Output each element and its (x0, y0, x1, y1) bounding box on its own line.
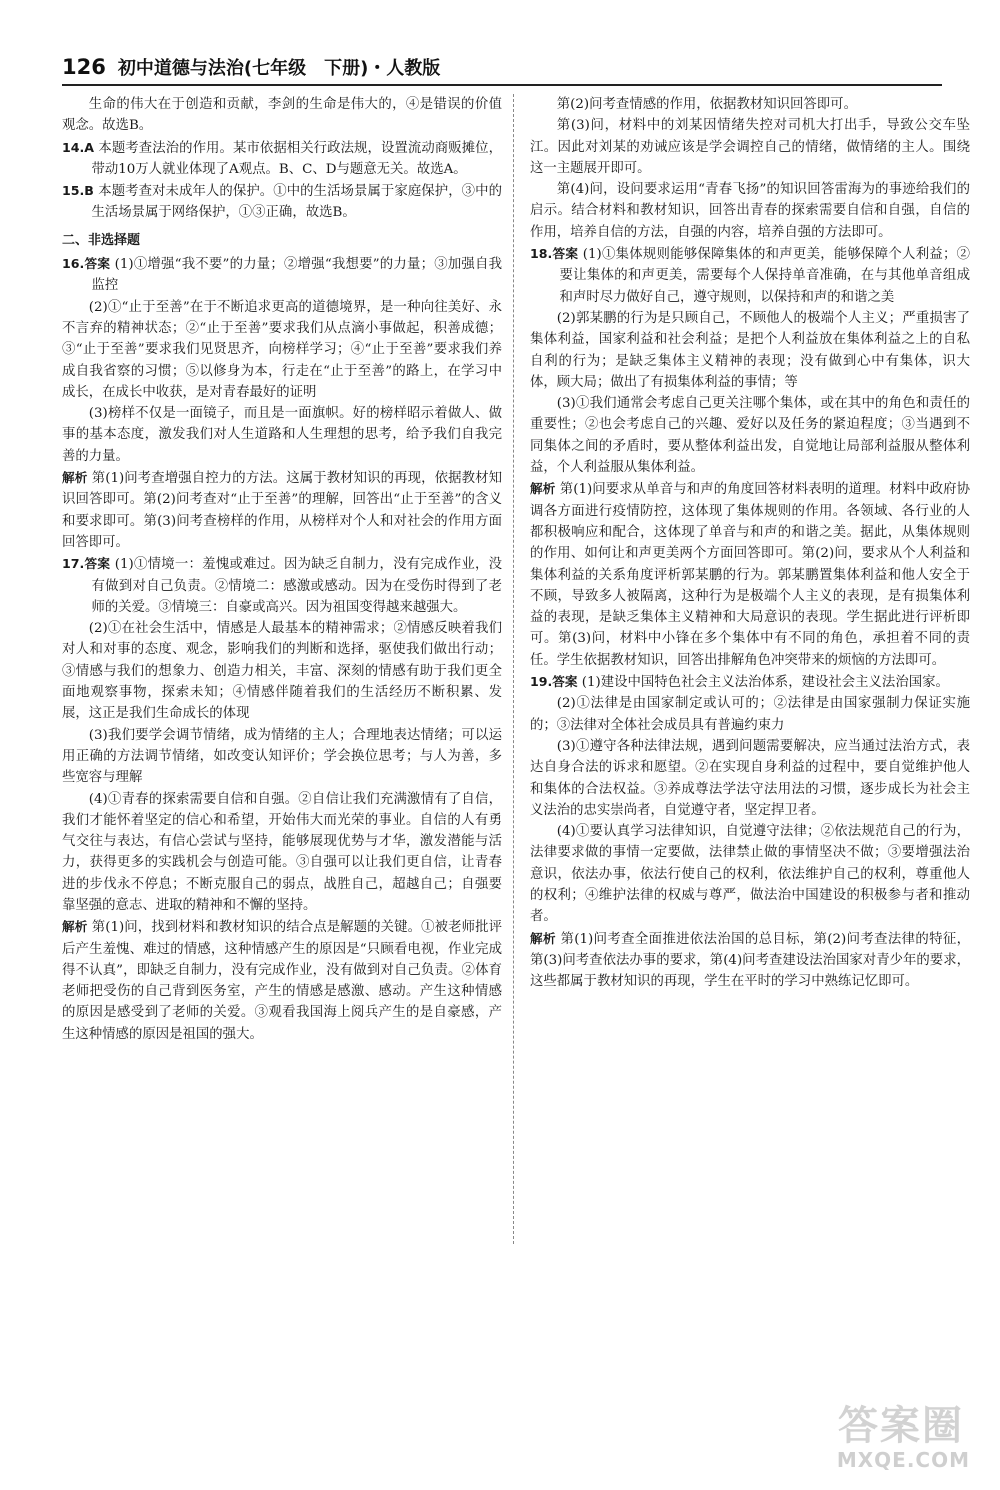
left-column (62, 94, 502, 1045)
q18-answer (530, 243, 970, 308)
page-header (62, 54, 440, 88)
q18-part3: (3)①我们通常会考虑自己更关注哪个集体，或在其中的角色和责任的重要性；②也会考虑自己的兴趣、爱好以及任务的紧迫程度；③当遇到不同集体之间的矛盾时，要从整体利益出发，自觉地让局部利益服从整体利益，个人利益服从集体利益。 (530, 396, 970, 476)
site-watermark (792, 1394, 970, 1472)
q17-analysis-text: 第(1)问，找到材料和教材知识的结合点是解题的关键。①被老师批评后产生羞愧、难过的情感，这种情感产生的原因是“只顾看电视，作业完成得不认真”，即缺乏自制力，没有完成作业，没有做到对自己负责。②体育老师把受伤的自己背到医务室，产生的情感是感激、感动。产生这种情感的原因是感受到了老师的关爱。③观看我国海上阅兵产生的是自豪感，产生这种情感的原因是祖国的强大。 (62, 920, 502, 1042)
q15-label: 15.B (62, 183, 94, 199)
q19-part3: (3)①遵守各种法律法规，遇到问题需要解决，应当通过法治方式，表达自身合法的诉求和愿望。②在实现自身利益的过程中，要自觉维护他人和集体的合法权益。③养成尊法学法守法用法的习惯，逐步成长为社会主义法治的忠实崇尚者，自觉遵守者，坚定捍卫者。 (530, 738, 970, 818)
q14-item (62, 137, 502, 181)
q17-analysis-cont3: 第(4)问，设问要求运用“青春飞扬”的知识回答雷海为的事迹给我们的启示。结合材料和教材知识，回答出青春的探索需要自信和自强，自信的作用，培养自信的方法，自强的内容，培养自强的方法即可。 (530, 182, 970, 240)
q19-part2: (2)①法律是由国家制定或认可的；②法律是由国家强制力保证实施的；③法律对全体社会成员具有普遍约束力 (530, 696, 970, 733)
q16-part2: (2)①“止于至善”在于不断追求更高的道德境界，是一种向往美好、永不言弃的精神状态；②“止于至善”要求我们从点滴小事做起，积善成德；③“止于至善”要求我们见贤思齐，向榜样学习；④“止于至善”要求我们养成自我省察的习惯；⑤以修身为本，行走在“止于至善”的路上，在学习中成长，在成长中收获，是对青春最好的证明 (62, 299, 502, 400)
q17-part4: (4)①青春的探索需要自信和自强。②自信让我们充满激情有了自信，我们才能怀着坚定的信心和希望，开始伟大而光荣的事业。自信的人有勇气交往与表达，有信心尝试与坚持，能够展现优势与才华，激发潜能与活力，获得更多的实践机会与创造可能。③自强可以让我们更自信，让青春进的步伐永不停息；不断克服自己的弱点，战胜自己，超越自己；自强要靠坚强的意志、进取的精神和不懈的坚持。 (62, 791, 502, 913)
q17-analysis-cont1: 第(2)问考查情感的作用，依据教材知识回答即可。 (556, 97, 857, 112)
q13-continuation: 生命的伟大在于创造和贡献，李剑的生命是伟大的，④是错误的价值观念。故选B。 (62, 97, 502, 134)
q18-analysis (530, 478, 970, 671)
watermark-url: MXQE.COM (836, 1448, 970, 1472)
q18-part1: (1)①集体规则能够保障集体的和声更美，能够保障个人利益；②要让集体的和声更美，需要每个人保持单音准确，在与其他单音组成和声时尽力做好自己，遵守规则，以保持和声的和谐之美 (559, 247, 971, 305)
watermark-logo-text: 答案圈 (838, 1403, 964, 1449)
q19-answer (530, 671, 970, 693)
q16-part1: (1)①增强“我不要”的力量；②增强“我想要”的力量；③加强自我监控 (91, 257, 503, 294)
q19-part4: (4)①要认真学习法律知识，自觉遵守法律；②依法规范自己的行为，法律要求做的事情一定要做，法律禁止做的事情坚决不做；③要增强法治意识，依法办事，依法行使自己的权利，依法维护自己的权利，尊重他人的权利；④维护法律的权威与尊严，做法治中国建设的积极参与者和推动者。 (530, 824, 970, 925)
q19-analysis-label: 解析 (530, 930, 556, 946)
q18-part2: (2)郭某鹏的行为是只顾自己，不顾他人的极端个人主义；严重损害了集体利益，国家利益和社会利益；是把个人利益放在集体利益之上的自私自利的行为；是缺乏集体主义精神的表现；没有做到心中有集体，识大体，顾大局；做出了有损集体利益的事情；等 (530, 310, 970, 390)
q15-item (62, 180, 502, 224)
q17-analysis-label: 解析 (62, 919, 88, 935)
q17-answer (62, 553, 502, 618)
q16-label: 16.答案 (62, 256, 111, 272)
q17-label: 17.答案 (62, 556, 111, 572)
header-rule (62, 84, 942, 86)
q18-analysis-label: 解析 (530, 481, 556, 497)
section-title: 二、非选择题 (62, 232, 141, 248)
book-title: 初中道德与法治(七年级 下册)・人教版 (117, 58, 441, 79)
q14-label: 14.A (62, 139, 95, 155)
q14-text: 本题考查法治的作用。某市依据相关行政法规，设置流动商贩摊位，带动10万人就业体现了A观点。B、C、D与题意无关。故选A。 (91, 140, 502, 177)
q15-text: 本题考查对未成年人的保护。①中的生活场景属于家庭保护，③中的生活场景属于网络保护，①③正确，故选B。 (91, 184, 502, 221)
q17-analysis-cont2: 第(3)问，材料中的刘某因情绪失控对司机大打出手，导致公交车坠江。因此对刘某的劝诫应该是学会调控自己的情绪，做情绪的主人。围绕这一主题展开即可。 (530, 118, 970, 176)
page-number: 126 (62, 55, 106, 79)
q16-analysis (62, 467, 502, 553)
q19-part1: (1)建设中国特色社会主义法治体系，建设社会主义法治国家。 (581, 675, 949, 691)
q19-label: 19.答案 (530, 674, 578, 690)
q16-analysis-label: 解析 (62, 470, 88, 486)
q17-analysis (62, 916, 502, 1045)
column-divider (513, 94, 514, 1244)
q19-analysis (530, 928, 970, 993)
q17-part3: (3)我们要学会调节情绪，成为情绪的主人；合理地表达情绪；可以运用正确的方法调节情绪，如改变认知评价；学会换位思考；与人为善，多些宽容与理解 (62, 727, 502, 786)
q17-part1: (1)①情境一：羞愧或难过。因为缺乏自制力，没有完成作业，没有做到对自己负责。②情境二：感激或感动。因为在受伤时得到了老师的关爱。③情境三：自豪或高兴。因为祖国变得越来越强大。 (91, 557, 503, 615)
q16-analysis-text: 第(1)问考查增强自控力的方法。这属于教材知识的再现，依据教材知识回答即可。第(2)问考查对“止于至善”的理解，回答出“止于至善”的含义和要求即可。第(3)问考查榜样的作用，从榜样对个人和对社会的作用方面回答即可。 (62, 471, 502, 550)
q17-part2: (2)①在社会生活中，情感是人最基本的精神需求；②情感反映着我们对人和对事的态度、观念，影响我们的判断和选择，驱使我们做出行动；③情感与我们的想象力、创造力相关，丰富、深刻的情感有助于我们更全面地观察事物，探索未知；④情感伴随着我们的生活经历不断积累、发展，这正是我们生命成长的体现 (62, 621, 502, 722)
q19-analysis-text: 第(1)问考查全面推进依法治国的总目标，第(2)问考查法律的特征，第(3)问考查依法办事的要求，第(4)问考查建设法治国家对青少年的要求，这些都属于教材知识的再现，学生在平时的学习中熟练记忆即可。 (530, 931, 971, 990)
right-column (530, 94, 970, 992)
q18-analysis-text: 第(1)问要求从单音与和声的角度回答材料表明的道理。材料中政府协调各方面进行疫情防控，这体现了集体规则的作用。各领域、各行业的人都积极响应和配合，这体现了单音与和声的和谐之美。据此，从集体规则的作用、如何让和声更美两个方面回答即可。第(2)问，要求从个人利益和集体利益的关系角度评析郭某鹏的行为。郭某鹏置集体利益和他人安全于不顾，导致多人被隔离，这种行为是极端个人主义的表现，是有损集体利益的表现，是缺乏集体主义精神和大局意识的表现。学生据此进行评析即可。第(3)问，材料中小锋在多个集体中有不同的角色，承担着不同的责任。学生依据教材知识，回答出排解角色冲突带来的烦恼的方法即可。 (530, 482, 970, 668)
q16-answer (62, 253, 502, 297)
q16-part3: (3)榜样不仅是一面镜子，而且是一面旗帜。好的榜样昭示着做人、做事的基本态度，激发我们对人生道路和人生理想的思考，给予我们自我完善的力量。 (62, 406, 502, 464)
q18-label: 18.答案 (530, 246, 579, 262)
